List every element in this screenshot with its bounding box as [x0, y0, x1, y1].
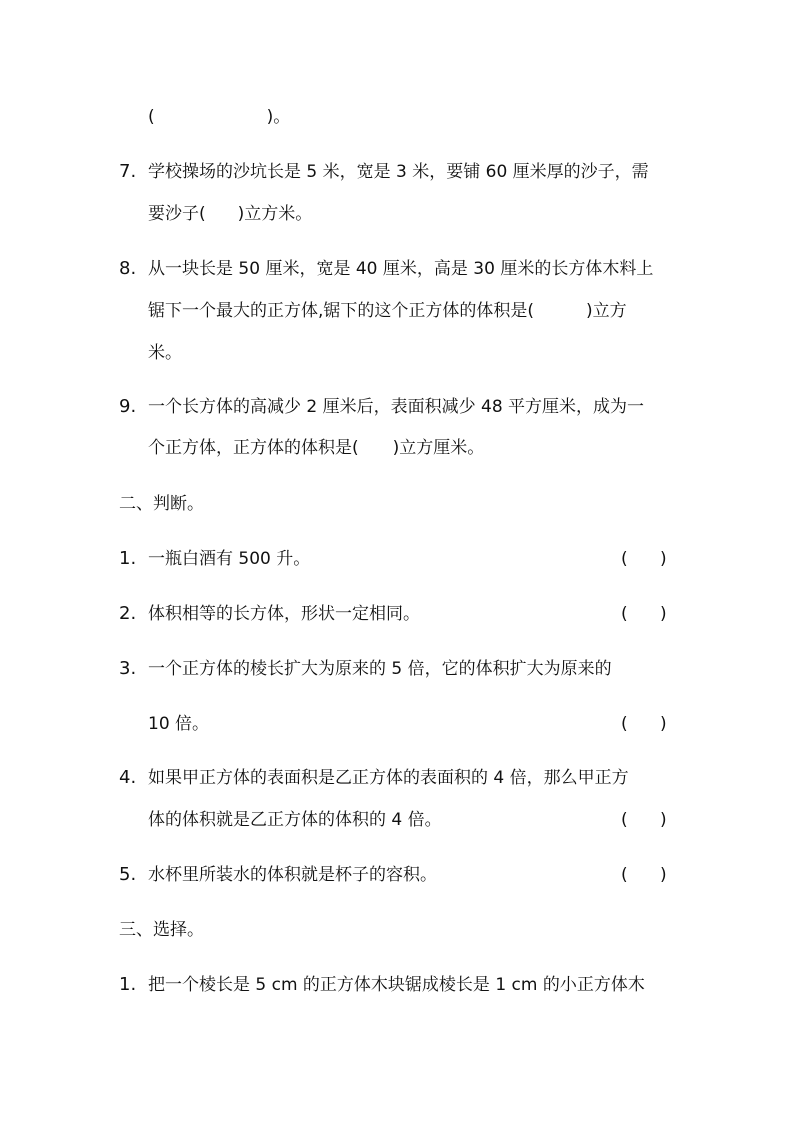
judge-1-number: 1. [119, 548, 137, 569]
q7-line2-prefix: 要沙子( [148, 204, 206, 224]
judge-5-number: 5. [119, 864, 137, 885]
judge-2-number: 2. [119, 603, 137, 624]
choose-1-text: 把一个棱长是 5 cm 的正方体木块锯成棱长是 1 cm 的小正方体木 [148, 975, 645, 995]
judge-3-text-line1: 一个正方体的棱长扩大为原来的 5 倍，它的体积扩大为原来的 [148, 659, 612, 679]
judge-2-answer-paren[interactable]: ( ) [621, 604, 667, 624]
q8-line2-prefix: 锯下一个最大的正方体,锯下的这个正方体的体积是( [148, 301, 535, 321]
q9-number: 9. [119, 396, 137, 417]
q7-line2-suffix: )立方米。 [237, 204, 313, 224]
judge-5-text: 水杯里所装水的体积就是杯子的容积。 [148, 865, 437, 885]
judge-3-number: 3. [119, 658, 137, 679]
q6-close-paren: )。 [266, 107, 291, 127]
judge-1-answer-paren[interactable]: ( ) [621, 549, 667, 569]
q9-line2-prefix: 个正方体，正方体的体积是( [148, 438, 359, 458]
q8-text-line1: 从一块长是 50 厘米，宽是 40 厘米，高是 30 厘米的长方体木料上 [148, 259, 654, 279]
q6-answer-line [148, 106, 290, 128]
judge-3-text-line2: 10 倍。 [148, 714, 210, 734]
q8-number: 8. [119, 258, 137, 279]
choose-1-number: 1. [119, 974, 137, 995]
judge-4-text-line2: 体的体积就是乙正方体的体积的 4 倍。 [148, 810, 442, 830]
q9-text-line2 [148, 437, 484, 459]
q9-text-line1: 一个长方体的高减少 2 厘米后，表面积减少 48 平方厘米，成为一 [148, 397, 645, 417]
section-heading-judge: 二、判断。 [119, 494, 204, 514]
q8-text-line3: 米。 [148, 343, 182, 363]
q7-text-line2 [148, 203, 312, 225]
q8-text-line2 [148, 300, 627, 322]
judge-4-number: 4. [119, 767, 137, 788]
judge-5-answer-paren[interactable]: ( ) [621, 865, 667, 885]
judge-4-text-line1: 如果甲正方体的表面积是乙正方体的表面积的 4 倍，那么甲正方 [148, 768, 629, 788]
q9-line2-suffix: )立方厘米。 [392, 438, 485, 458]
judge-2-text: 体积相等的长方体，形状一定相同。 [148, 604, 420, 624]
q8-line2-suffix: )立方 [586, 301, 627, 321]
q7-text-line1: 学校操场的沙坑长是 5 米，宽是 3 米，要铺 60 厘米厚的沙子，需 [148, 162, 649, 182]
judge-1-text: 一瓶白酒有 500 升。 [148, 549, 311, 569]
q7-number: 7. [119, 161, 137, 182]
section-heading-choose: 三、选择。 [119, 920, 204, 940]
q6-open-paren: ( [148, 107, 155, 127]
judge-4-answer-paren[interactable]: ( ) [621, 810, 667, 830]
judge-3-answer-paren[interactable]: ( ) [621, 714, 667, 734]
